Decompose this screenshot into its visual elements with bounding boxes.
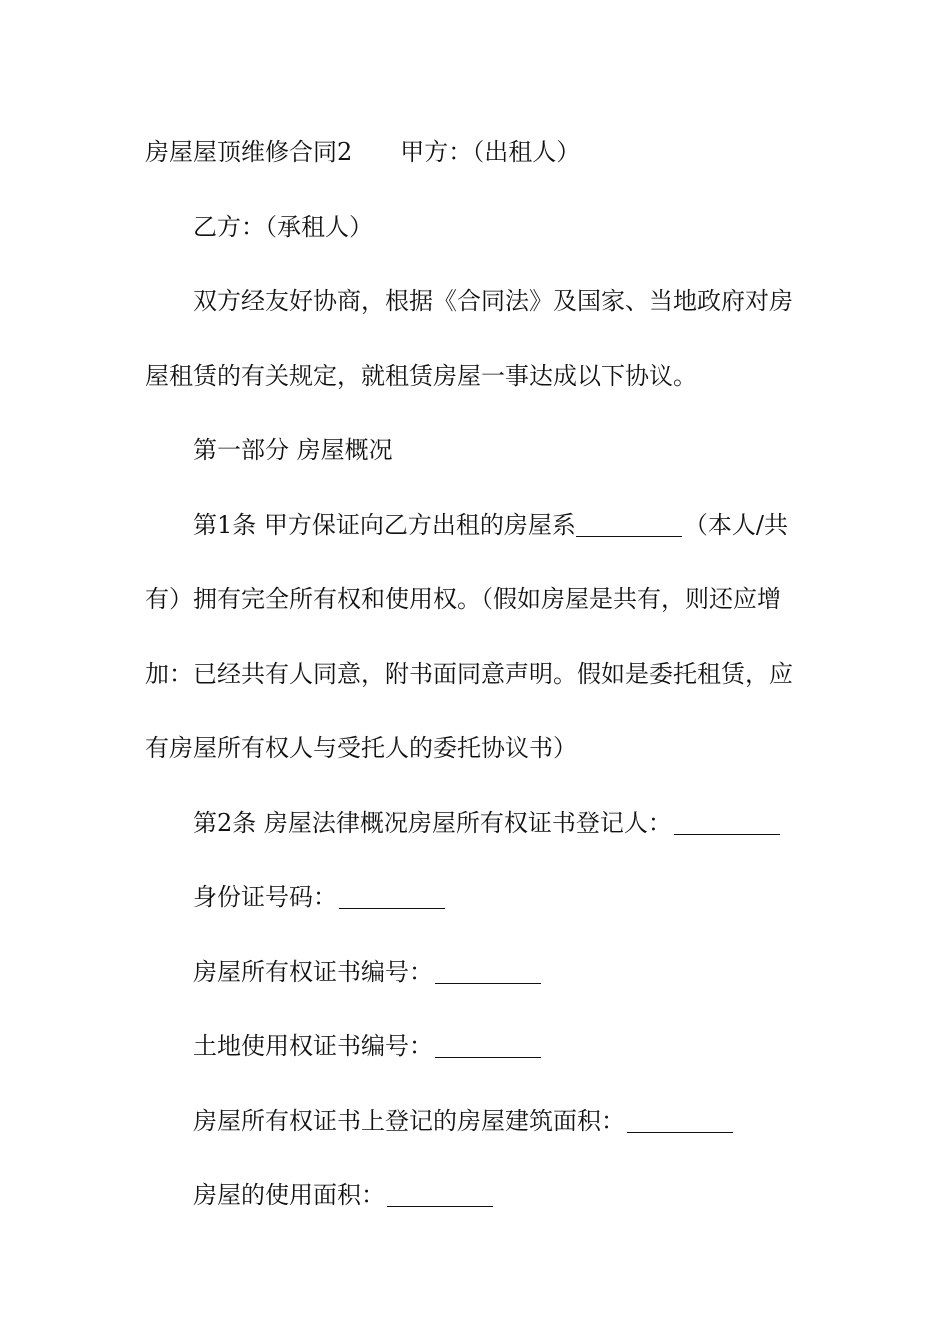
id-number-blank[interactable] [339,907,445,909]
intro-line-1: 双方经友好协商，根据《合同法》及国家、当地政府对房 [193,287,793,315]
registrant-blank[interactable] [674,833,780,835]
usable-area-blank[interactable] [387,1205,493,1207]
party-b-line [145,195,815,270]
party-a-label: 甲方：（出租人） [400,138,581,166]
article-1-line-1: 第1条 甲方保证向乙方出租的房屋系 （本人/共 [193,510,788,539]
title-line [145,120,815,195]
contract-body [145,120,815,1238]
article-1-line-3: 加：已经共有人同意，附书面同意声明。假如是委托租赁，应 [145,659,793,688]
party-b-label: 乙方：（承租人） [193,212,373,241]
land-cert-blank[interactable] [435,1056,541,1058]
ownership-cert-blank[interactable] [435,982,541,984]
land-cert-line: 土地使用权证书编号： [145,1014,815,1089]
usable-area-line: 房屋的使用面积： [145,1163,815,1238]
ownership-cert-line: 房屋所有权证书编号： [145,940,815,1015]
article-1-line-4: 有房屋所有权人与受托人的委托协议书） [145,734,577,762]
owner-type-blank[interactable] [576,535,682,537]
article-1-line-2: 有）拥有完全所有权和使用权。（假如房屋是共有，则还应增 [145,585,781,613]
intro-line-2: 屋租赁的有关规定，就租赁房屋一事达成以下协议。 [145,361,697,390]
building-area-line: 房屋所有权证书上登记的房屋建筑面积： [145,1089,815,1164]
section-heading: 第一部分 房屋概况 [193,436,393,464]
building-area-blank[interactable] [627,1131,733,1133]
contract-title: 房屋屋顶维修合同2 [145,138,353,166]
id-number-line: 身份证号码： [145,865,815,940]
article-2-line: 第2条 房屋法律概况房屋所有权证书登记人： [145,791,815,866]
